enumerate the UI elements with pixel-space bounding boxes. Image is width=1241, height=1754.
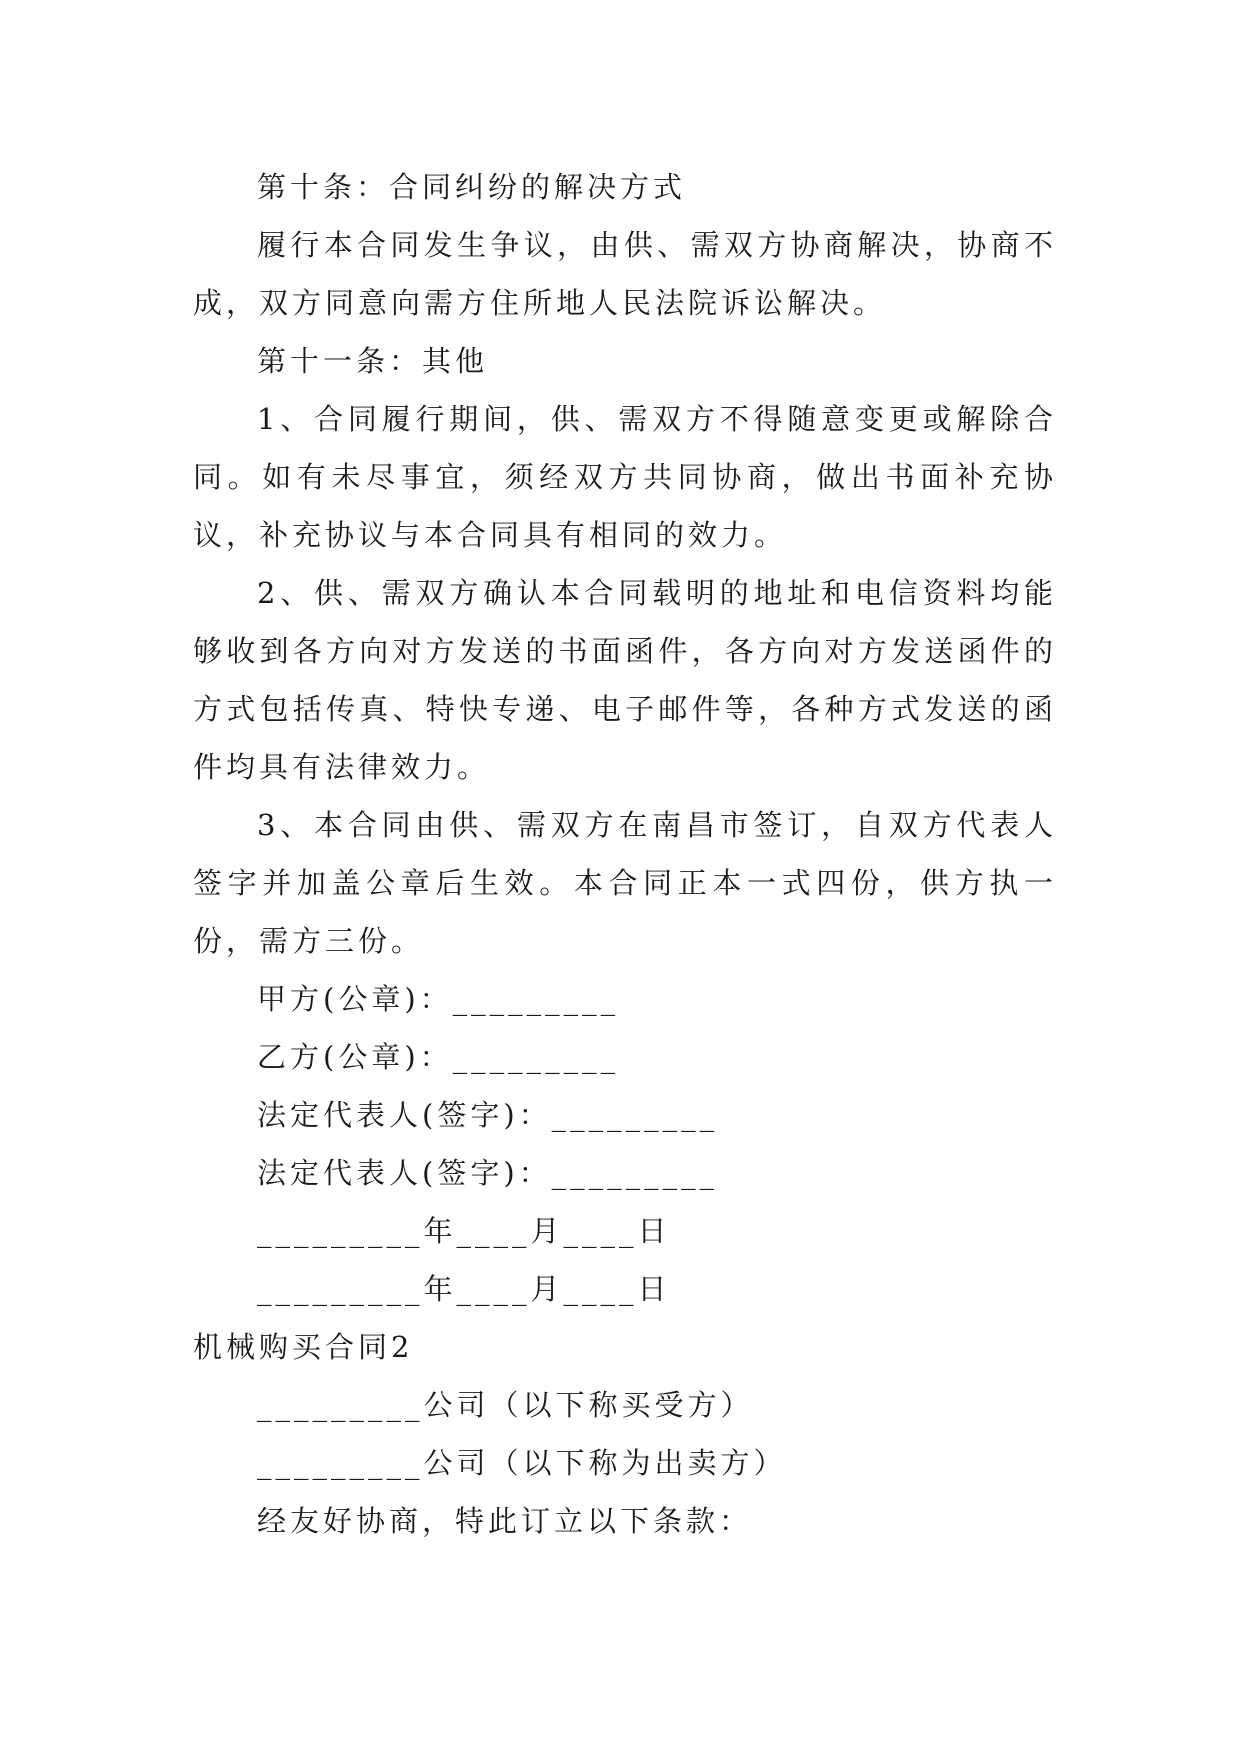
legal-rep-signature-line-1: 法定代表人(签字)：_________ [257, 1098, 719, 1132]
contract-2-intro: 经友好协商，特此订立以下条款： [257, 1504, 753, 1538]
article-10-text: 履行本合同发生争议，由供、需双方协商解决，协商不成，双方同意向需方住所地人民法院诉讼解决。 [193, 228, 1057, 320]
contract-2-title: 机械购买合同2 [193, 1330, 414, 1364]
article-11-item-3: 3、本合同由供、需双方在南昌市签订，自双方代表人签字并加盖公章后生效。本合同正本一式四份，供方执一份，需方三份。 [193, 808, 1057, 958]
party-a-seal-line: 甲方(公章)：_________ [257, 982, 620, 1016]
party-b-seal-line: 乙方(公章)：_________ [257, 1040, 620, 1074]
buyer-company-line: _________公司（以下称买受方） [257, 1388, 754, 1422]
article-11-item-1: 1、合同履行期间，供、需双方不得随意变更或解除合同。如有未尽事宜，须经双方共同协商，做出书面补充协议，补充协议与本合同具有相同的效力。 [193, 402, 1057, 552]
article-11-item-2: 2、供、需双方确认本合同载明的地址和电信资料均能够收到各方向对方发送的书面函件，各方向对方发送函件的方式包括传真、特快专递、电子邮件等，各种方式发送的函件均具有法律效力。 [193, 576, 1057, 784]
seller-company-line: _________公司（以下称为出卖方） [257, 1446, 787, 1480]
date-line-2: _________年____月____日 [257, 1272, 671, 1306]
article-10-title: 第十条：合同纠纷的解决方式 [257, 170, 687, 204]
article-11-title: 第十一条：其他 [257, 344, 489, 378]
date-line-1: _________年____月____日 [257, 1214, 671, 1248]
document-page [193, 158, 1057, 1550]
legal-rep-signature-line-2: 法定代表人(签字)：_________ [257, 1156, 719, 1190]
